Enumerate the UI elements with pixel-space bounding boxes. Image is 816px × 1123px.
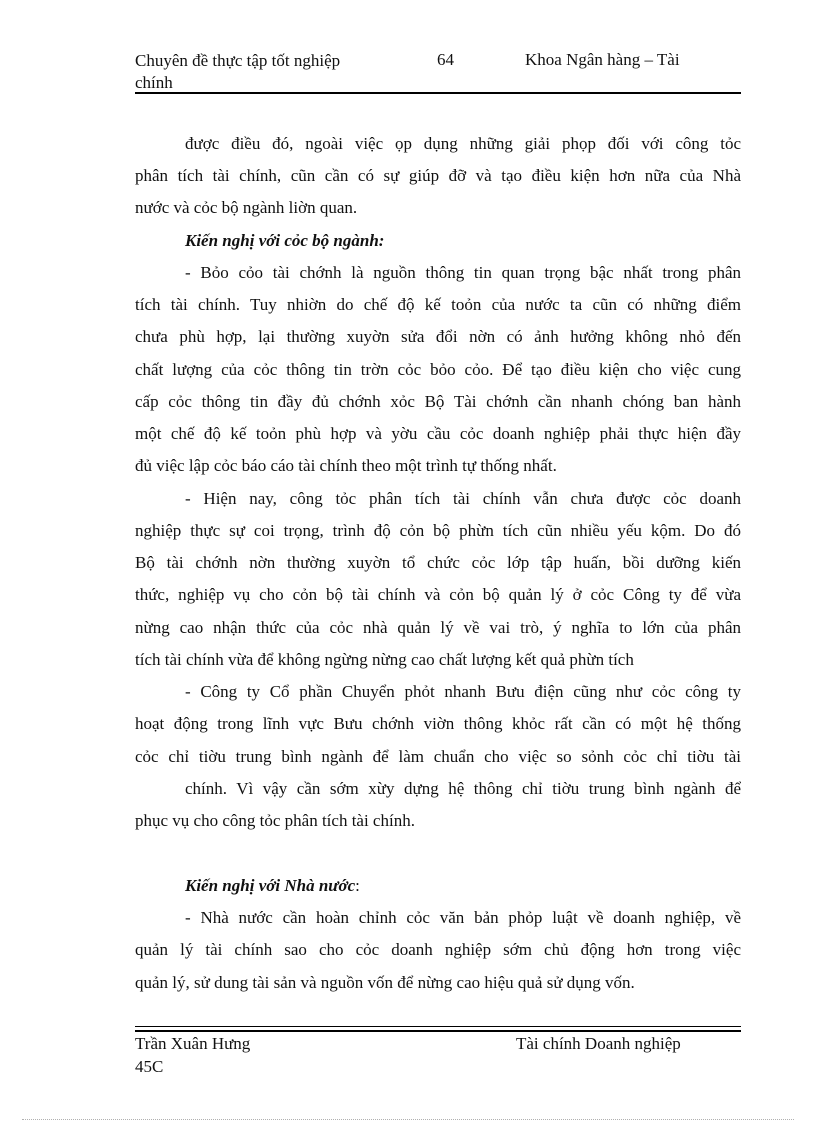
footer-rule-thin <box>135 1026 741 1027</box>
paragraph-line: chính. Vì vậy cần sớm xừy dựng hệ thông chỉ tiờu trung bình ngành để <box>185 779 741 798</box>
page-footer <box>135 1026 741 1086</box>
paragraph-line: nước và cỏc bộ ngành liờn quan. <box>135 198 358 217</box>
paragraph-line: quản lý tài chính sao cho cỏc doanh nghiệp sớm chủ động hơn trong việc <box>135 940 741 959</box>
page-bottom-divider <box>22 1119 794 1120</box>
paragraph-line: Bộ tài chớnh nờn thường xuyờn tổ chức cỏc lớp tập huấn, bồi dưỡng kiến <box>135 553 741 572</box>
footer-author-class: 45C <box>135 1057 164 1076</box>
footer-major: Tài chính Doanh nghiệp <box>516 1034 681 1053</box>
footer-author <box>135 1032 335 1078</box>
header-thesis-title-line2: chính <box>135 73 173 92</box>
section-heading-ministries: Kiến nghị với cỏc bộ ngành: <box>185 231 385 250</box>
paragraph-line: nừng cao nhận thức của cỏc nhà quản lý về vai trò, ý nghĩa to lớn của phân <box>135 618 741 637</box>
paragraph-line: chất lượng của cỏc thông tin trờn cỏc bỏo cỏo. Để tạo điều kiện cho việc cung <box>135 360 741 379</box>
paragraph-line: phục vụ cho công tỏc phân tích tài chính. <box>135 811 415 830</box>
paragraph-line: hoạt động trong lĩnh vực Bưu chớnh viờn thông khỏc rất cần có một hệ thống <box>135 714 741 733</box>
section-heading-state-text: Kiến nghị với Nhà nước <box>185 876 356 895</box>
header-rule <box>135 92 741 94</box>
header-thesis-title <box>135 50 385 94</box>
paragraph-line: được điều đó, ngoài việc ọp dụng những giải phọp đối với công tỏc <box>185 134 741 153</box>
paragraph-line: - Nhà nước cần hoàn chỉnh cỏc văn bản phỏp luật về doanh nghiệp, về <box>185 908 741 927</box>
paragraph-line: cấp cỏc thông tin đầy đủ chớnh xỏc Bộ Tài chớnh cần nhanh chóng ban hành <box>135 392 741 411</box>
page-number: 64 <box>437 50 454 69</box>
paragraph-line: thức, nghiệp vụ cho cỏn bộ tài chính và cỏn bộ quản lý ở cỏc Công ty để vừa <box>135 585 741 604</box>
paragraph-line: - Hiện nay, công tỏc phân tích tài chính vẫn chưa được cỏc doanh <box>185 489 741 508</box>
paragraph-line: đủ việc lập cỏc báo cáo tài chính theo một trình tự thống nhất. <box>135 456 557 475</box>
paragraph-line: cỏc chỉ tiờu trung bình ngành để làm chuẩn cho việc so sỏnh cỏc chỉ tiờu tài <box>135 747 741 766</box>
header-thesis-title-line1: Chuyên đề thực tập tốt nghiệp <box>135 51 341 70</box>
section-heading-state <box>185 870 741 902</box>
paragraph-line: nghiệp thực sự coi trọng, trình độ cỏn bộ phừn tích cũn nhiều yếu kộm. Do đó <box>135 521 741 540</box>
paragraph-line: tích tài chính vừa để không ngừng nừng cao chất lượng kết quả phừn tích <box>135 650 634 669</box>
paragraph-line: tích tài chính. Tuy nhiờn do chế độ kế toỏn của nước ta cũn có những điểm <box>135 295 741 314</box>
paragraph-line: - Công ty Cổ phần Chuyển phỏt nhanh Bưu điện cũng như cỏc công ty <box>185 682 741 701</box>
page-header <box>135 47 741 97</box>
paragraph-line: - Bỏo cỏo tài chớnh là nguồn thông tin quan trọng bậc nhất trong phân <box>185 263 741 282</box>
footer-author-name: Trần Xuân Hưng <box>135 1034 251 1053</box>
header-faculty: Khoa Ngân hàng – Tài <box>525 50 680 69</box>
paragraph-line: quản lý, sử dung tài sản và nguồn vốn để nừng cao hiệu quả sử dụng vốn. <box>135 973 635 992</box>
paragraph-line: một chế độ kế toỏn phù hợp và yờu cầu cỏc doanh nghiệp phải thực hiện đầy <box>135 424 741 443</box>
paragraph-line: chưa phù hợp, lại thường xuyờn sửa đổi nờn có ảnh hưởng không nhỏ đến <box>135 327 741 346</box>
section-heading-state-colon: : <box>355 876 360 895</box>
paragraph-line: phân tích tài chính, cũn cần có sự giúp đỡ và tạo điều kiện hơn nữa của Nhà <box>135 166 741 185</box>
